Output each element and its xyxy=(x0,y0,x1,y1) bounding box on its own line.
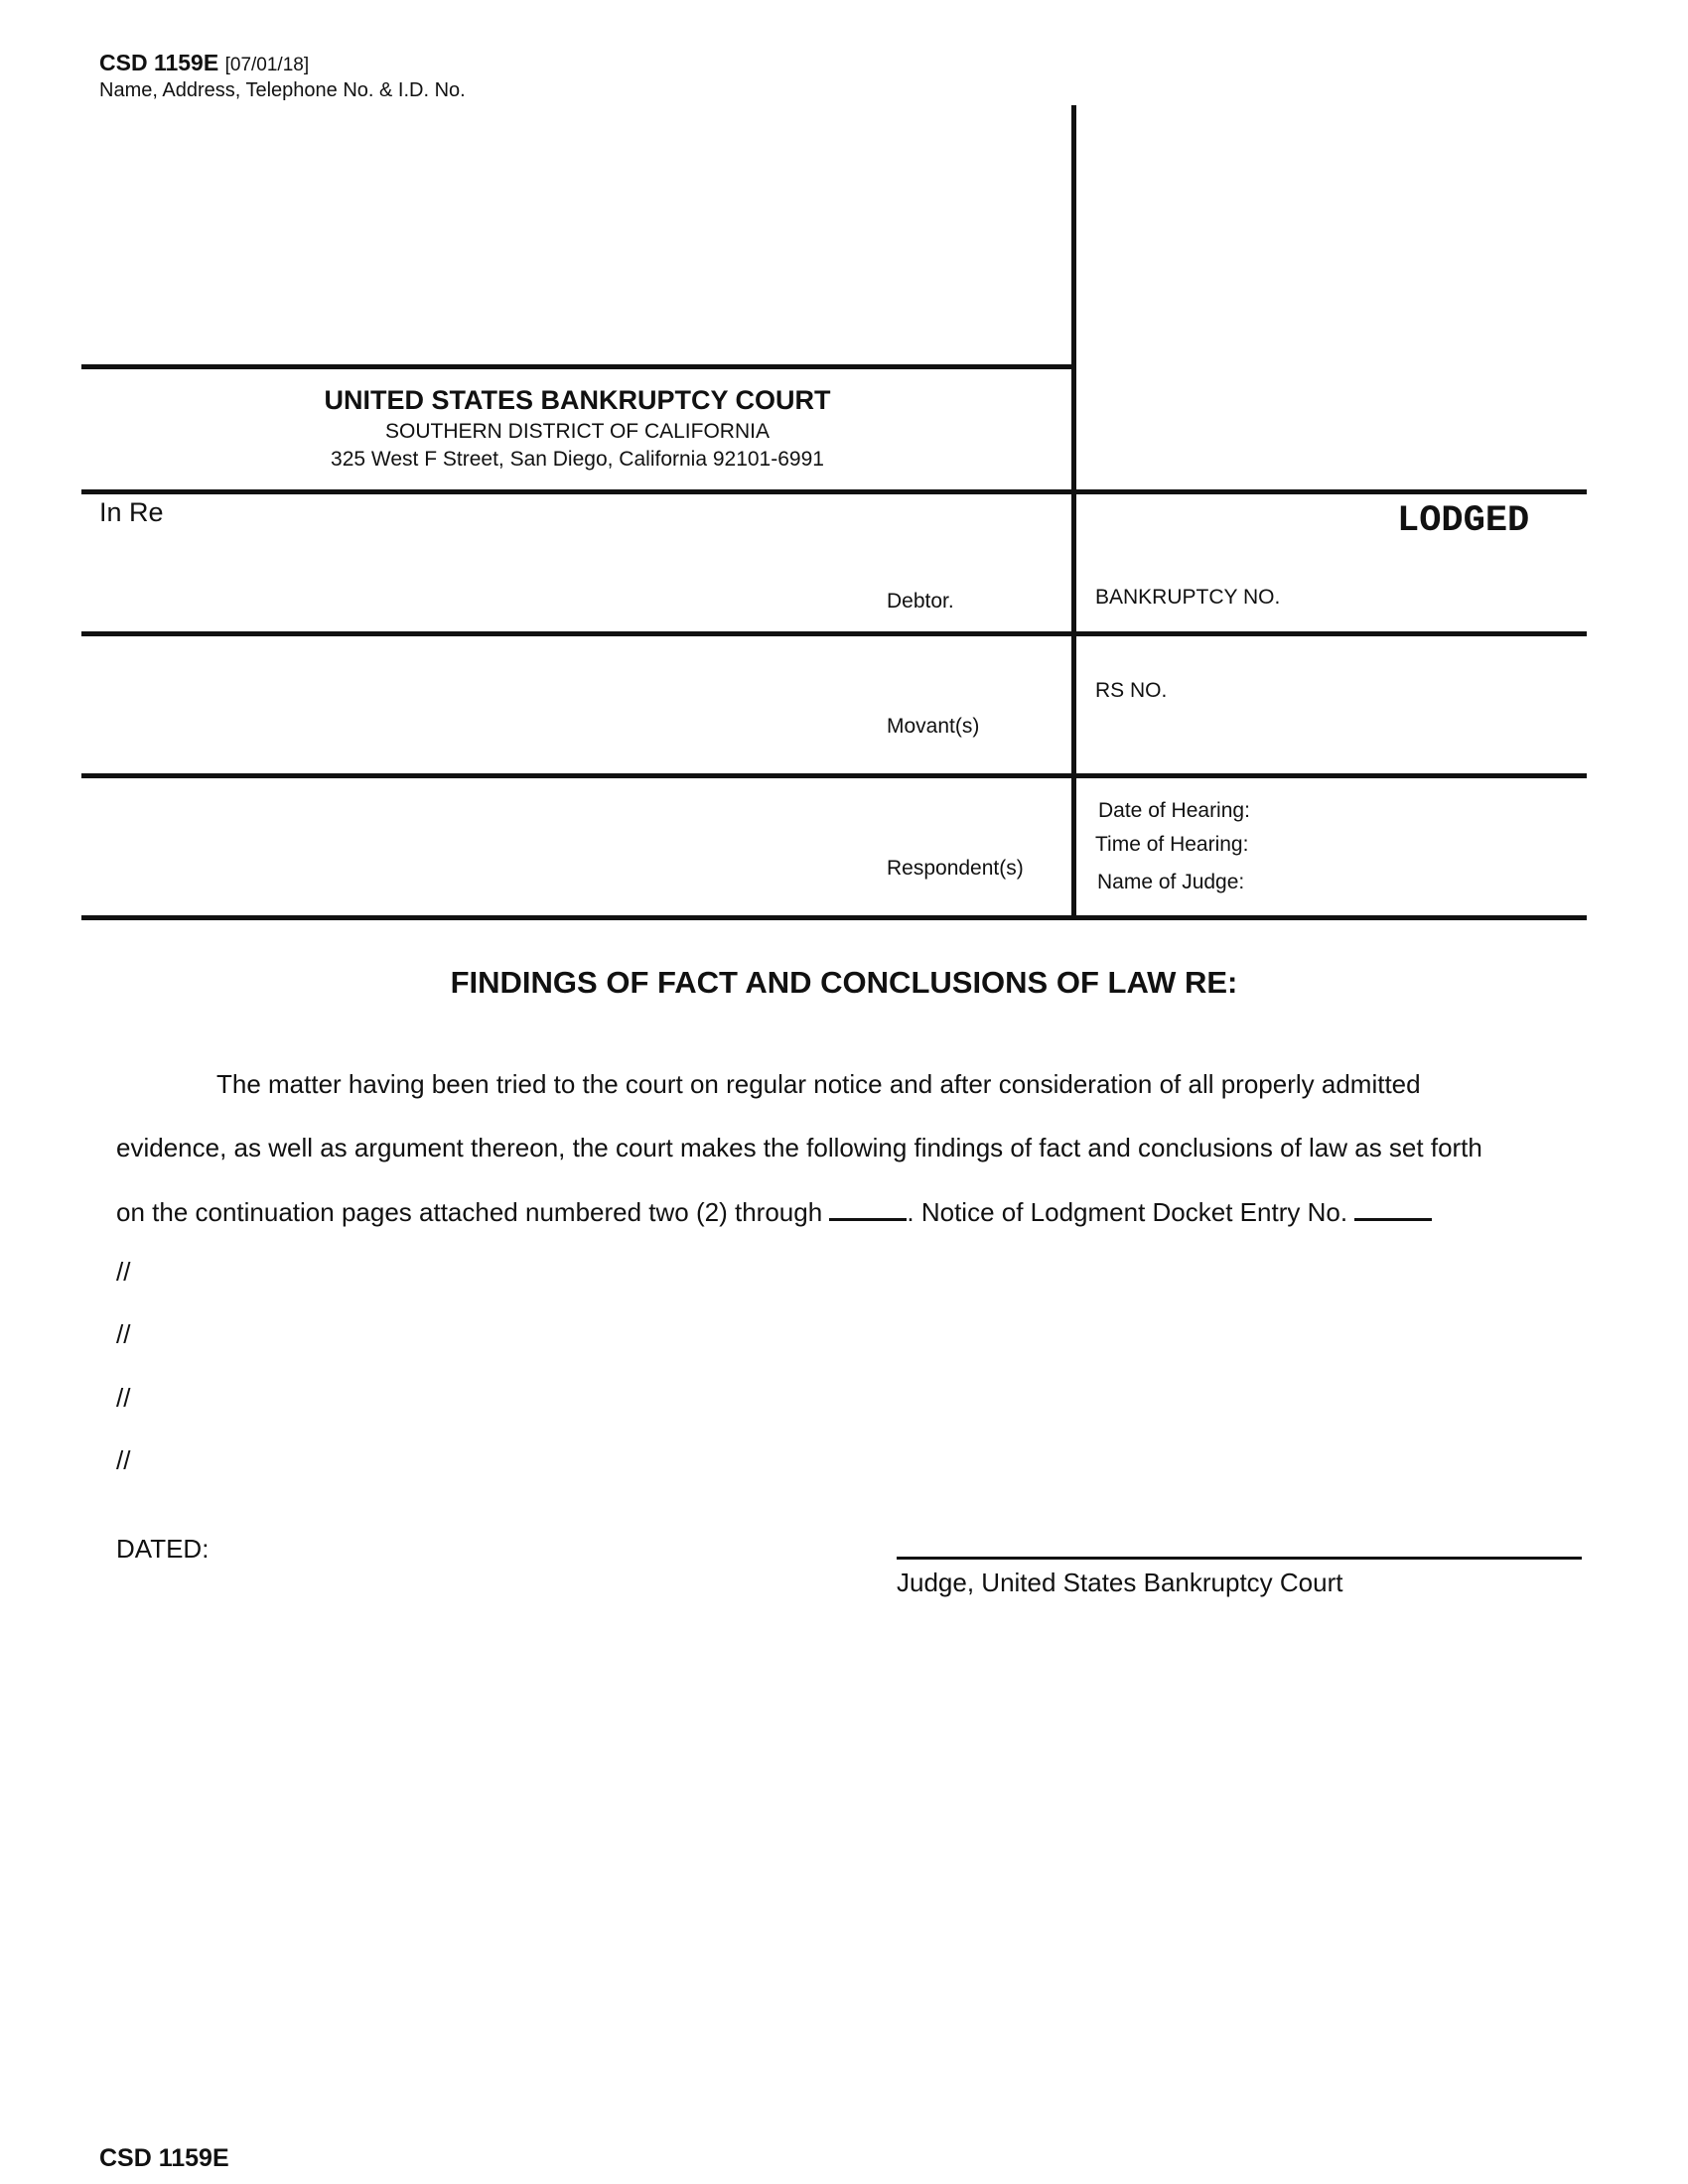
divider-movant-respondent xyxy=(81,773,1587,778)
respondent-name-field[interactable] xyxy=(89,782,864,909)
form-code-header: CSD 1159E [07/01/18] xyxy=(99,50,310,75)
in-re-label: In Re xyxy=(99,497,164,527)
time-of-hearing-label: Time of Hearing: xyxy=(1095,833,1249,856)
paragraph-line-3-start: on the continuation pages attached numbered two (2) through xyxy=(116,1197,830,1227)
judge-signature-line[interactable] xyxy=(897,1557,1582,1560)
continuation-slash: // xyxy=(116,1383,131,1413)
debtor-name-field[interactable] xyxy=(169,496,864,625)
paragraph-line-3-docket: . Notice of Lodgment Docket Entry No. xyxy=(907,1197,1355,1227)
paragraph-line-2: evidence, as well as argument thereon, the court makes the following findings of fact and conclusions of law as set forth xyxy=(116,1133,1482,1162)
court-block xyxy=(83,385,1071,472)
divider-court-inre-right xyxy=(1071,489,1587,494)
paragraph-line-3 xyxy=(116,1196,1432,1228)
date-of-hearing-field[interactable] xyxy=(1271,797,1579,825)
docket-entry-no-field[interactable] xyxy=(1354,1196,1432,1221)
respondent-label: Respondent(s) xyxy=(887,857,1024,880)
form-revision: [07/01/18] xyxy=(224,55,310,75)
form-code-footer: CSD 1159E xyxy=(99,2144,229,2172)
bankruptcy-no-field[interactable] xyxy=(1092,608,1579,627)
court-district: SOUTHERN DISTRICT OF CALIFORNIA xyxy=(385,420,770,443)
document-title: FINDINGS OF FACT AND CONCLUSIONS OF LAW RE: xyxy=(450,965,1238,1000)
rs-no-label: RS NO. xyxy=(1095,679,1168,702)
rs-no-field[interactable] xyxy=(1092,705,1579,764)
continuation-slash: // xyxy=(116,1257,131,1287)
divider-debtor-movant xyxy=(81,631,1587,636)
judge-signature-caption: Judge, United States Bankruptcy Court xyxy=(897,1568,1343,1597)
divider-attorney-court xyxy=(81,364,1074,369)
bankruptcy-no-label: BANKRUPTCY NO. xyxy=(1095,586,1281,609)
attorney-info-field[interactable] xyxy=(83,107,1066,360)
dated-label: DATED: xyxy=(116,1534,210,1564)
name-of-judge-field[interactable] xyxy=(1271,869,1579,896)
paragraph-line-1: The matter having been tried to the court on regular notice and after consideration of all properly admitted xyxy=(216,1069,1421,1099)
lodged-stamp: LODGED xyxy=(1397,500,1530,542)
continuation-pages-through-field[interactable] xyxy=(829,1196,907,1221)
caption-vertical-divider xyxy=(1071,105,1076,919)
movant-label: Movant(s) xyxy=(887,715,980,738)
continuation-slash: // xyxy=(116,1445,131,1475)
time-of-hearing-field[interactable] xyxy=(1271,831,1579,859)
clerk-stamp-area xyxy=(1076,107,1583,484)
name-of-judge-label: Name of Judge: xyxy=(1097,871,1245,893)
divider-caption-bottom xyxy=(81,915,1587,920)
divider-court-inre-left xyxy=(81,489,1074,494)
dated-field[interactable] xyxy=(213,1529,710,1563)
movant-name-field[interactable] xyxy=(89,640,864,767)
court-name: UNITED STATES BANKRUPTCY COURT xyxy=(324,385,831,415)
date-of-hearing-label: Date of Hearing: xyxy=(1098,799,1250,822)
debtor-label: Debtor. xyxy=(887,590,954,613)
court-address: 325 West F Street, San Diego, California 92101-6991 xyxy=(331,448,824,471)
continuation-slash: // xyxy=(116,1319,131,1349)
attorney-info-label: Name, Address, Telephone No. & I.D. No. xyxy=(99,79,466,101)
